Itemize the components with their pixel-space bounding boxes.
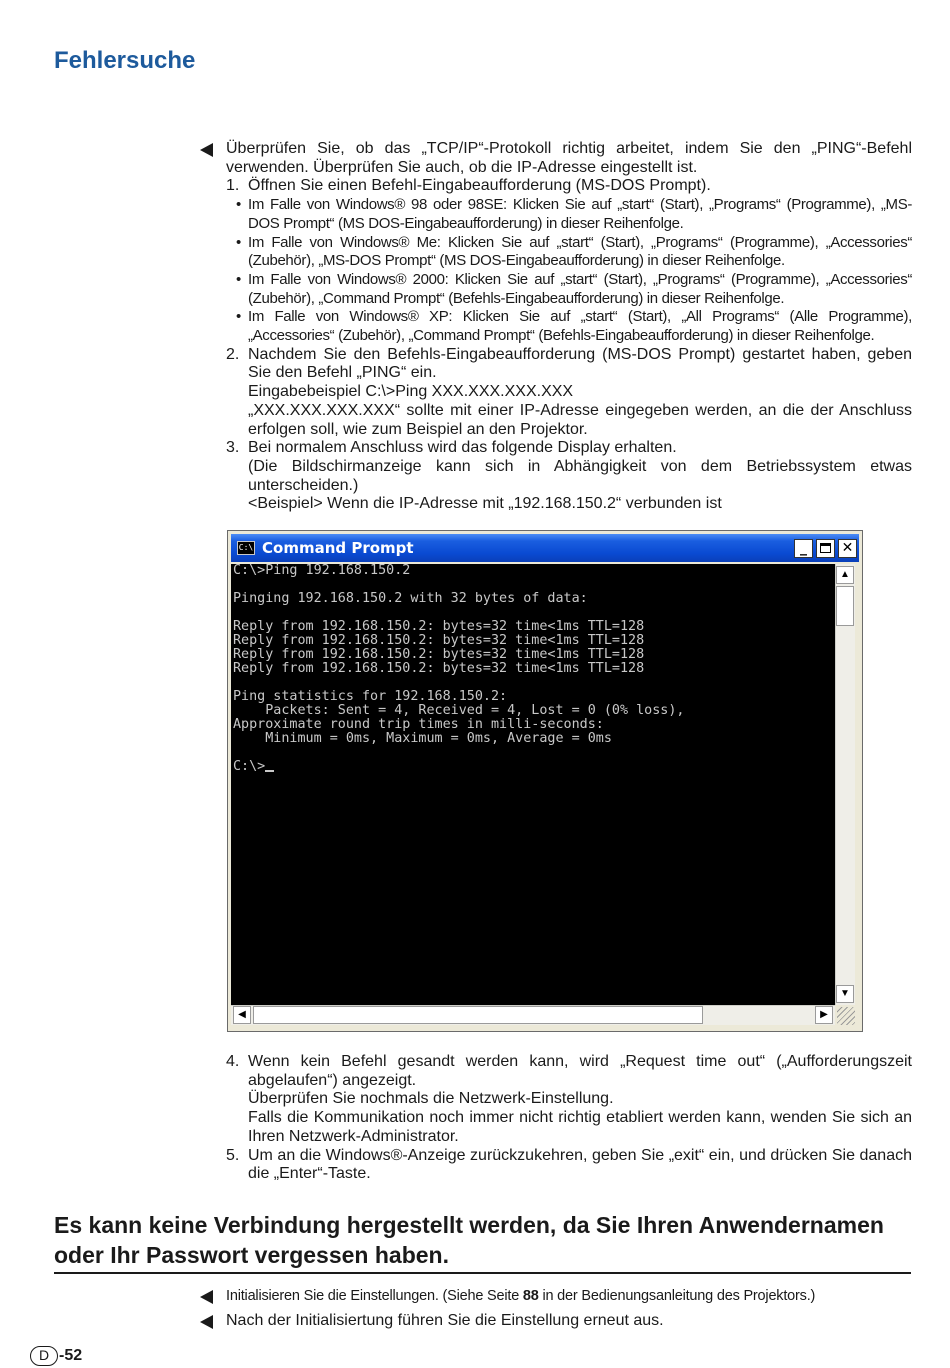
console-line: Reply from 192.168.150.2: bytes=32 time<1ms TTL=128 bbox=[233, 661, 645, 676]
section-heading: Es kann keine Verbindung hergestellt werden, da Sie Ihren Anwendernamen oder Ihr Passwort vergessen haben. bbox=[54, 1212, 884, 1268]
intro-item bbox=[200, 140, 912, 177]
console-line: Ping statistics for 192.168.150.2: bbox=[233, 689, 508, 704]
step-number: 5. bbox=[226, 1146, 240, 1164]
console-line: Pinging 192.168.150.2 with 32 bytes of data: bbox=[233, 591, 588, 606]
solution-item bbox=[200, 1287, 912, 1306]
window-titlebar[interactable] bbox=[231, 534, 859, 562]
step-3 bbox=[200, 439, 912, 514]
console-line bbox=[231, 606, 835, 620]
console-line: Approximate round trip times in milli-seconds: bbox=[233, 717, 604, 732]
step-number: 1. bbox=[226, 177, 240, 195]
step-text: „XXX.XXX.XXX.XXX“ sollte mit einer IP-Adresse eingegeben werden, an die der Anschluss erfolgen soll, wie zum Beispiel an den Projektor. bbox=[248, 401, 912, 438]
step-text: Falls die Kommunikation noch immer nicht richtig etabliert werden kann, wenden Sie sich an Ihren Netzwerk-Administrator. bbox=[248, 1109, 912, 1145]
console-line: Reply from 192.168.150.2: bytes=32 time<1ms TTL=128 bbox=[233, 619, 645, 634]
text-cursor bbox=[265, 760, 274, 772]
step-example: Eingabebeispiel C:\>Ping XXX.XXX.XXX.XXX bbox=[248, 383, 574, 401]
scroll-up-icon[interactable]: ▲ bbox=[836, 566, 854, 584]
vertical-scrollbar[interactable] bbox=[835, 564, 855, 1005]
scroll-thumb[interactable] bbox=[836, 586, 854, 626]
step-text: Nachdem Sie den Befehls-Eingabeaufforderung (MS-DOS Prompt) gestartet haben, geben Sie den Befehl „PING“ ein. bbox=[248, 345, 912, 382]
step-number: 4. bbox=[226, 1053, 240, 1070]
heading-divider bbox=[54, 1272, 911, 1274]
step-number: 2. bbox=[226, 345, 240, 363]
window-title: Command Prompt bbox=[262, 539, 414, 557]
solution-text: Nach der Initialisiertung führen Sie die Einstellung erneut aus. bbox=[226, 1312, 664, 1329]
scroll-left-icon[interactable]: ◀ bbox=[233, 1006, 251, 1024]
console-line: Minimum = 0ms, Maximum = 0ms, Average = 0ms bbox=[233, 731, 612, 746]
step-text: Öffnen Sie einen Befehl-Eingabeaufforderung (MS-DOS Prompt). bbox=[248, 177, 711, 195]
minimize-button[interactable]: _ bbox=[794, 539, 813, 558]
step-text: Wenn kein Befehl gesandt werden kann, wird „Request time out“ („Aufforderungszeit abgelaufen“) angezeigt. bbox=[248, 1053, 912, 1089]
windows-version-list bbox=[236, 196, 912, 346]
scroll-down-icon[interactable]: ▼ bbox=[836, 985, 854, 1003]
arrow-bullet-icon bbox=[200, 1315, 213, 1329]
console-line: Reply from 192.168.150.2: bytes=32 time<1ms TTL=128 bbox=[233, 633, 645, 648]
close-button[interactable]: ✕ bbox=[838, 539, 857, 558]
console-line bbox=[231, 578, 835, 592]
list-item: • Im Falle von Windows® Me: Klicken Sie auf „start“ (Start), „Programs“ (Programme), „Accessories“ (Zubehör), „MS-DOS Prompt“ (MS DOS-Eingabeaufforderung) in dieser Reihenfolge. bbox=[236, 233, 912, 270]
list-item: • Im Falle von Windows® XP: Klicken Sie auf „start“ (Start), „All Programs“ (Alle Programme), „Accessories“ (Zubehör), „Command Prompt“ (Befehls-Eingabeaufforderung) in dieser Reihenfolge. bbox=[236, 308, 912, 345]
console-line: C:\>Ping 192.168.150.2 bbox=[233, 564, 411, 578]
step-text: (Die Bildschirmanzeige kann sich in Abhängigkeit von dem Betriebssystem etwas unterscheiden.) bbox=[248, 457, 912, 494]
console-output[interactable] bbox=[231, 564, 835, 1005]
maximize-button[interactable] bbox=[816, 539, 835, 558]
page-reference: 88 bbox=[522, 1288, 539, 1304]
step-2 bbox=[200, 346, 912, 440]
scroll-thumb[interactable] bbox=[253, 1006, 703, 1024]
solution-text: Initialisieren Sie die Einstellungen. (Siehe Seite 88 in der Bedienungsanleitung des Projektors.) bbox=[226, 1288, 816, 1304]
arrow-bullet-icon bbox=[200, 143, 213, 157]
step-text: Bei normalem Anschluss wird das folgende Display erhalten. bbox=[248, 439, 677, 457]
console-prompt-line bbox=[231, 760, 835, 774]
step-5 bbox=[200, 1147, 912, 1184]
page-number bbox=[30, 1346, 82, 1366]
console-line bbox=[231, 676, 835, 690]
maximize-icon bbox=[820, 543, 831, 553]
command-prompt-window bbox=[227, 530, 863, 1032]
region-badge: D bbox=[30, 1346, 58, 1366]
arrow-bullet-icon bbox=[200, 1290, 213, 1304]
list-item: • Im Falle von Windows® 2000: Klicken Sie auf „start“ (Start), „Programs“ (Programme), „Accessories“ (Zubehör), „Command Prompt“ (Befehls-Eingabeaufforderung) in dieser Reihenfolge. bbox=[236, 270, 912, 307]
intro-text: Überprüfen Sie, ob das „TCP/IP“-Protokoll richtig arbeitet, indem Sie den „PING“-Befehl verwenden. Überprüfen Sie auch, ob die IP-Adresse eingestellt ist. bbox=[226, 140, 912, 176]
step-text: <Beispiel> Wenn die IP-Adresse mit „192.168.150.2“ verbunden ist bbox=[248, 495, 722, 513]
prompt-text: C:\> bbox=[233, 759, 266, 774]
step-number: 3. bbox=[226, 439, 240, 457]
console-line bbox=[231, 746, 835, 760]
resize-grip-icon[interactable] bbox=[837, 1007, 855, 1025]
console-line: Reply from 192.168.150.2: bytes=32 time<1ms TTL=128 bbox=[233, 647, 645, 662]
instructions-block bbox=[200, 140, 912, 514]
step-text: Um an die Windows®-Anzeige zurückzukehren, geben Sie „exit“ ein, und drücken Sie danach die „Enter“-Taste. bbox=[248, 1146, 912, 1183]
page-title: Fehlersuche bbox=[54, 47, 196, 74]
console-line: Packets: Sent = 4, Received = 4, Lost = 0 (0% loss), bbox=[233, 703, 685, 718]
step-4 bbox=[200, 1053, 912, 1147]
step-1 bbox=[200, 177, 912, 196]
page-number-text: -52 bbox=[59, 1347, 83, 1364]
scroll-right-icon[interactable]: ▶ bbox=[815, 1006, 833, 1024]
horizontal-scrollbar[interactable] bbox=[231, 1005, 835, 1025]
step-text: Überprüfen Sie nochmals die Netzwerk-Einstellung. bbox=[248, 1090, 614, 1108]
command-prompt-icon: C:\ bbox=[237, 541, 255, 555]
instructions-block-continued bbox=[200, 1053, 912, 1184]
list-item: • Im Falle von Windows® 98 oder 98SE: Klicken Sie auf „start“ (Start), „Programs“ (Programme), „MS-DOS Prompt“ (MS DOS-Eingabeaufforderung) in dieser Reihenfolge. bbox=[236, 196, 912, 232]
solution-item bbox=[200, 1312, 912, 1331]
